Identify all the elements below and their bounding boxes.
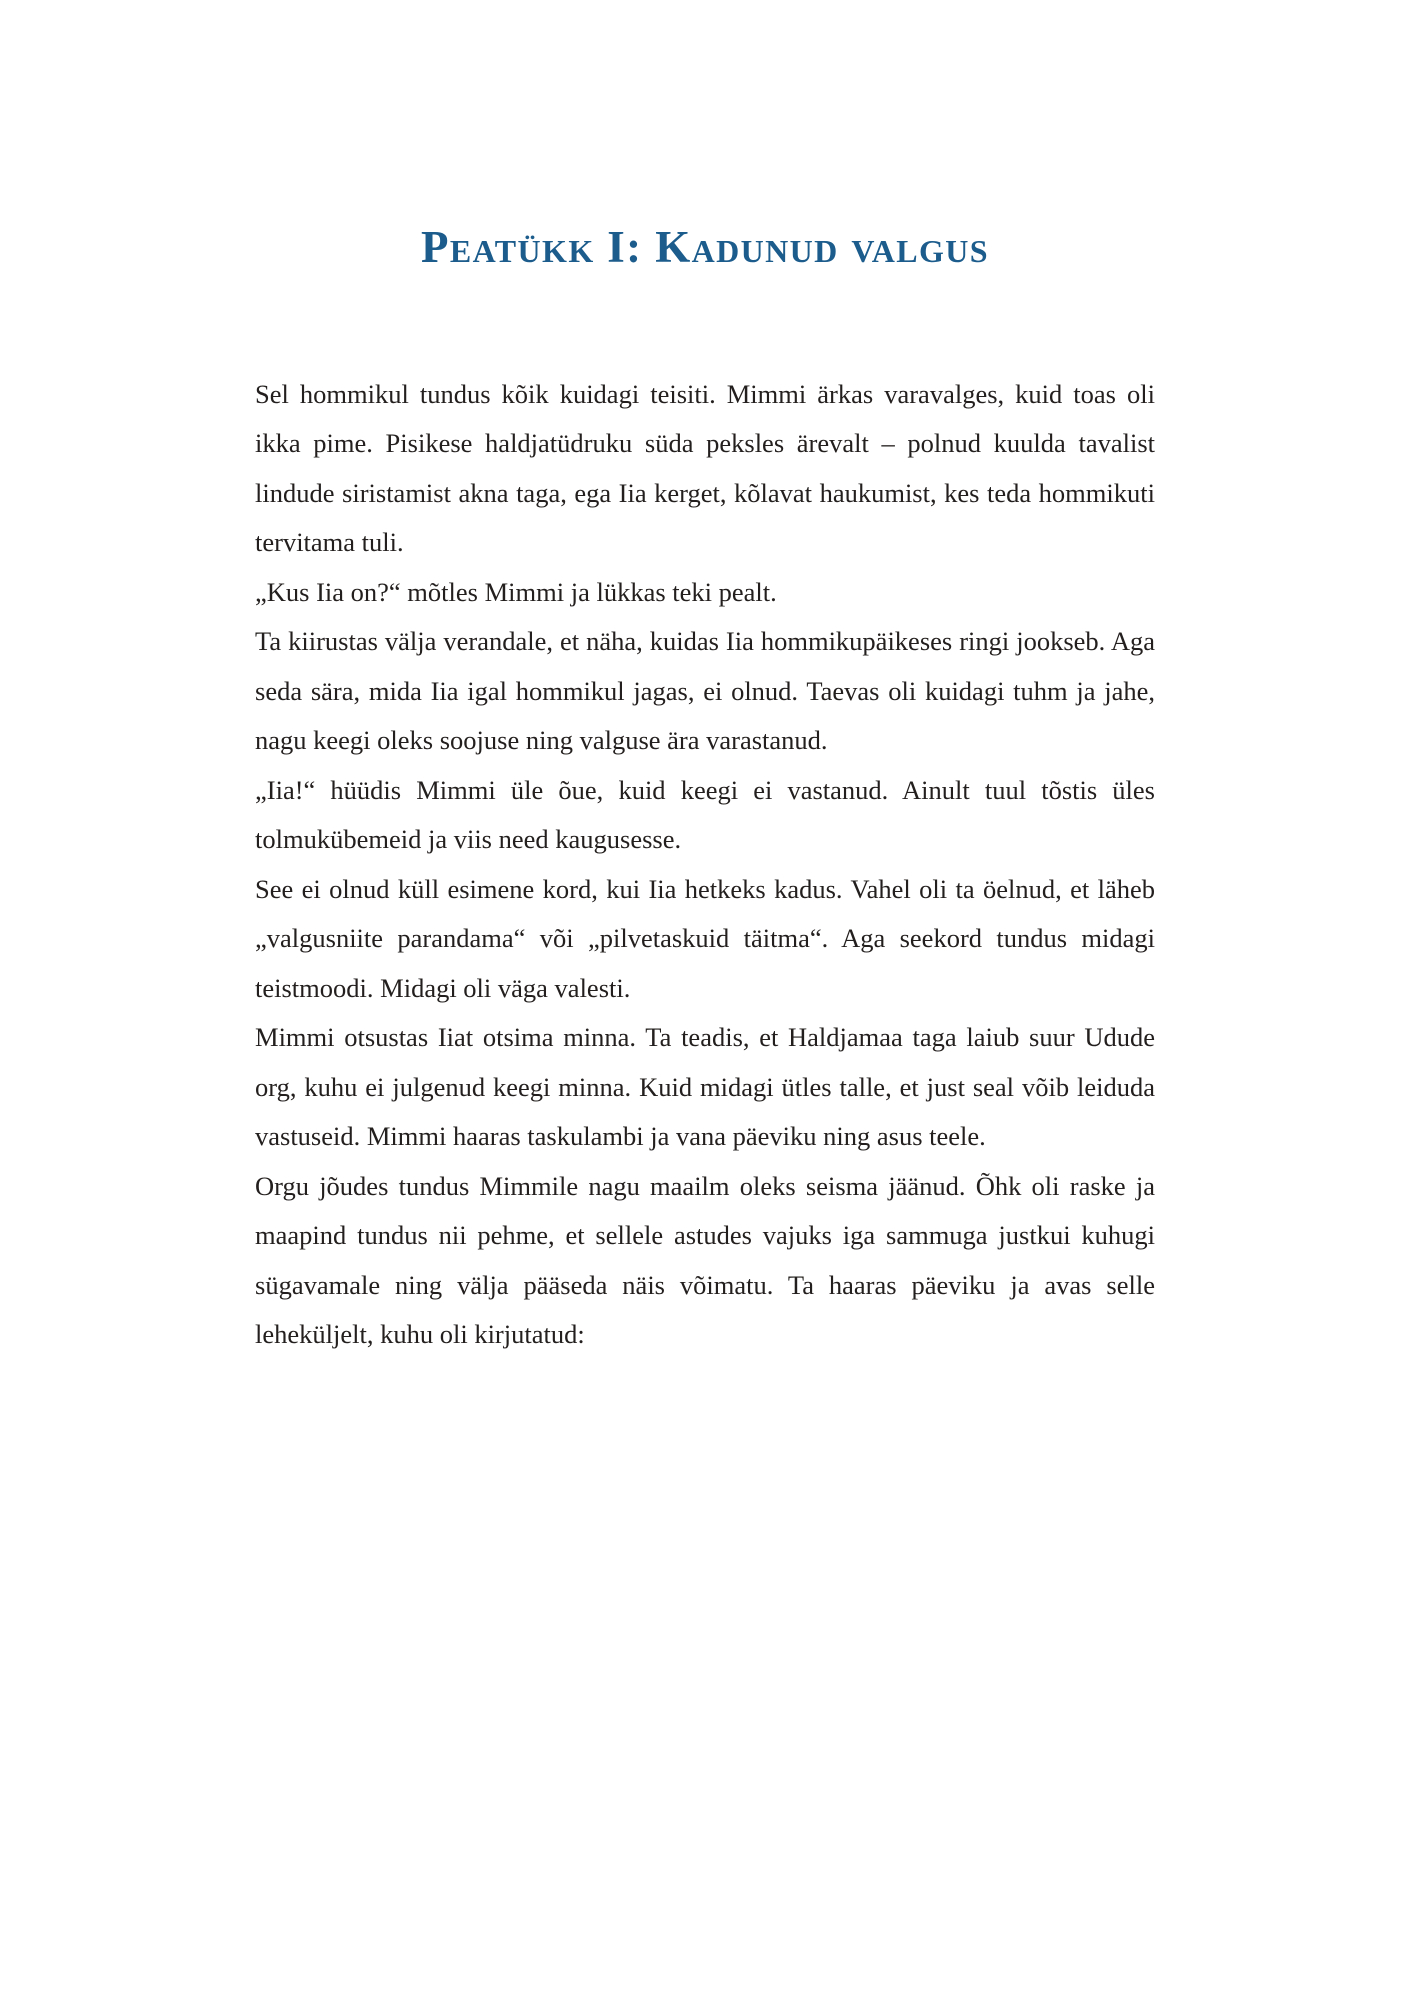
paragraph: Sel hommikul tundus kõik kuidagi teisiti. Mimmi ärkas varavalges, kuid toas oli ikka pime. Pisikese haldjatüdruku süda peksles ärevalt – polnud kuulda tavalist lindude siristamist akna taga, ega Iia kerget, kõlavat haukumist, kes teda hommikuti tervitama tuli. — [255, 378, 1155, 558]
paragraph: „Kus Iia on?“ mõtles Mimmi ja lükkas teki pealt. — [255, 576, 777, 607]
paragraph: Mimmi otsustas Iiat otsima minna. Ta teadis, et Haldjamaa taga laiub suur Udude org, kuhu ei julgenud keegi minna. Kuid midagi ütles talle, et just seal võib leiduda vastuseid. Mimmi haaras taskulambi ja vana päeviku ning asus teele. — [255, 1022, 1155, 1152]
page-content — [255, 0, 1155, 1360]
paragraph: „Iia!“ hüüdis Mimmi üle õue, kuid keegi ei vastanud. Ainult tuul tõstis üles tolmukübemeid ja viis need kaugusesse. — [255, 774, 1155, 855]
chapter-body — [255, 370, 1155, 1360]
paragraph: Orgu jõudes tundus Mimmile nagu maailm oleks seisma jäänud. Õhk oli raske ja maapind tundus nii pehme, et sellele astudes vajuks iga sammuga justkui kuhugi sügavamale ning välja pääseda näis võimatu. Ta haaras päeviku ja avas selle leheküljelt, kuhu oli kirjutatud: — [255, 1170, 1155, 1350]
chapter-title: Peatükk I: Kadunud valgus — [421, 222, 989, 272]
paragraph: Ta kiirustas välja verandale, et näha, kuidas Iia hommikupäikeses ringi jookseb. Aga seda sära, mida Iia igal hommikul jagas, ei olnud. Taevas oli kuidagi tuhm ja jahe, nagu keegi oleks soojuse ning valguse ära varastanud. — [255, 626, 1155, 756]
paragraph: See ei olnud küll esimene kord, kui Iia hetkeks kadus. Vahel oli ta öelnud, et läheb „valgusniite parandama“ või „pilvetaskuid täitma“. Aga seekord tundus midagi teistmoodi. Midagi oli väga valesti. — [255, 873, 1155, 1003]
